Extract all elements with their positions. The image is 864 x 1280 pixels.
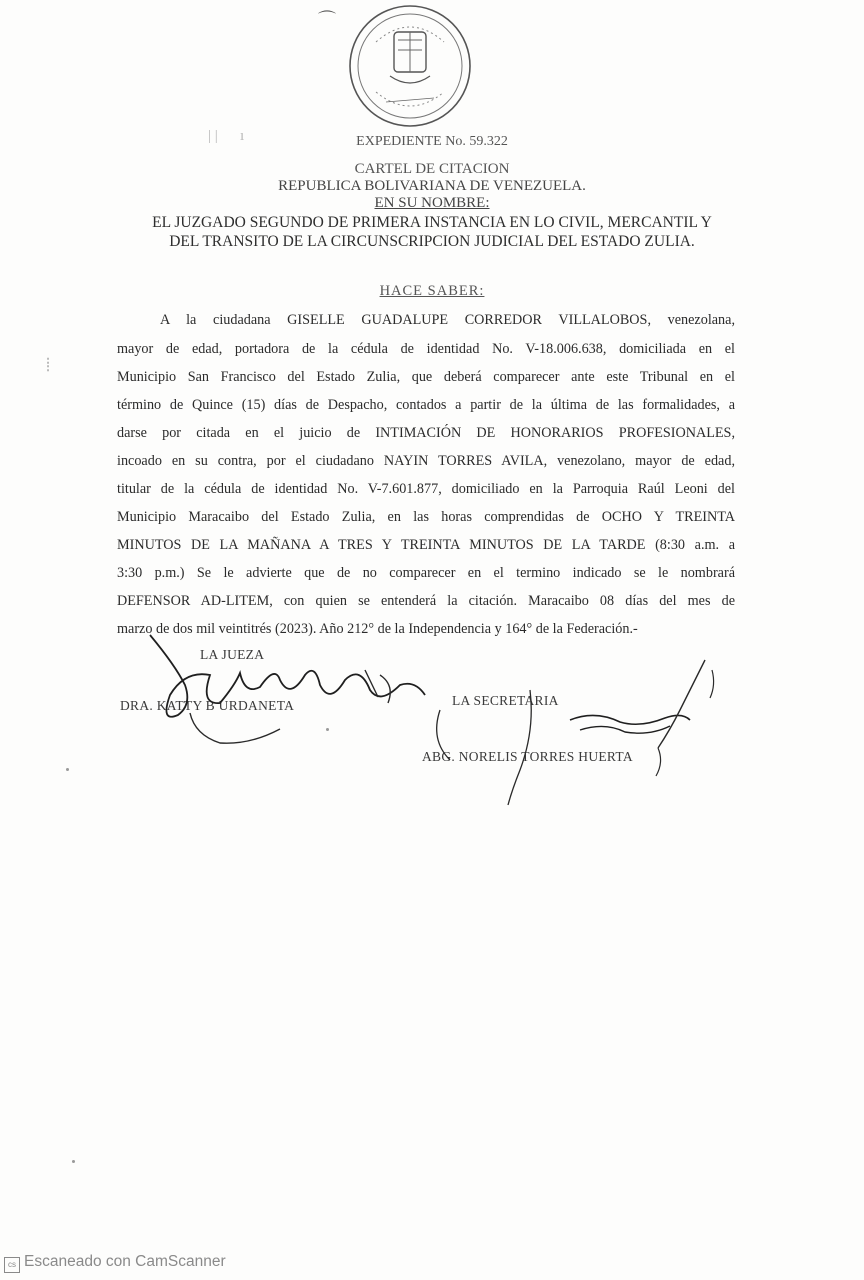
body-line: término de Quince (15) días de Despacho, contados a partir de la última de las formalidades, a [117,397,735,413]
scan-speck [72,1160,75,1163]
camscanner-text: Escaneado con CamScanner [24,1253,226,1270]
body-line: Municipio San Francisco del Estado Zulia, que deberá comparecer ante este Tribunal en el [117,369,735,385]
cartel-title: CARTEL DE CITACION [354,161,510,177]
body-line: 3:30 p.m.) Se le advierte que de no comparecer en el termino indicado se le nombrará [117,565,735,581]
secretary-title: LA SECRETARIA [452,693,559,708]
body-line: marzo de dos mil veintitrés (2023). Año 212° de la Independencia y 164° de la Federación.- [117,621,638,637]
body-line: MINUTOS DE LA MAÑANA A TRES Y TREINTA MINUTOS DE LA TARDE (8:30 a.m. a [117,537,735,553]
faint-mark-left2: ı [240,128,245,144]
body-line: DEFENSOR AD-LITEM, con quien se entenderá la citación. Maracaibo 08 días del mes de [117,593,735,609]
faint-mark-left: | | [208,128,218,144]
body-line: A la ciudadana GISELLE GUADALUPE CORREDOR VILLALOBOS, venezolana, [160,312,735,328]
expediente-number: EXPEDIENTE No. 59.322 [356,134,508,149]
court-name-line2: DEL TRANSITO DE LA CIRCUNSCRIPCION JUDICIAL DEL ESTADO ZULIA. [169,233,695,250]
body-line: incoado en su contra, por el ciudadano NAYIN TORRES AVILA, venezolano, mayor de edad, [117,453,735,469]
scan-speck [66,768,69,771]
body-line: mayor de edad, portadora de la cédula de identidad No. V-18.006.638, domiciliada en el [117,341,735,357]
judge-title: LA JUEZA [200,647,265,662]
secretary-name: ABG. NORELIS TORRES HUERTA [422,749,633,764]
judge-name: DRA. KATTY B URDANETA [120,698,295,713]
camscanner-watermark [4,1253,226,1273]
body-line: Municipio Maracaibo del Estado Zulia, en las horas comprendidas de OCHO Y TREINTA [117,509,735,525]
republic-title: REPUBLICA BOLIVARIANA DE VENEZUELA. [278,178,586,194]
faint-mark-margin: ⦙ [46,355,51,375]
body-line: darse por citada en el juicio de INTIMACIÓN DE HONORARIOS PROFESIONALES, [117,425,735,441]
body-line: titular de la cédula de identidad No. V-7.601.877, domiciliado en la Parroquia Raúl Leoni del [117,481,735,497]
judge-signature [130,625,430,755]
scan-speck [326,728,329,731]
court-name-line1: EL JUZGADO SEGUNDO DE PRIMERA INSTANCIA EN LO CIVIL, MERCANTIL Y [152,214,712,231]
hace-saber-heading: HACE SABER: [379,283,485,299]
scan-artifact-mark: ⌒ [318,10,336,30]
en-su-nombre: EN SU NOMBRE: [374,195,490,211]
secretary-signature [420,650,720,810]
court-seal-stamp [346,2,474,130]
camscanner-logo-icon: cs [4,1257,20,1273]
